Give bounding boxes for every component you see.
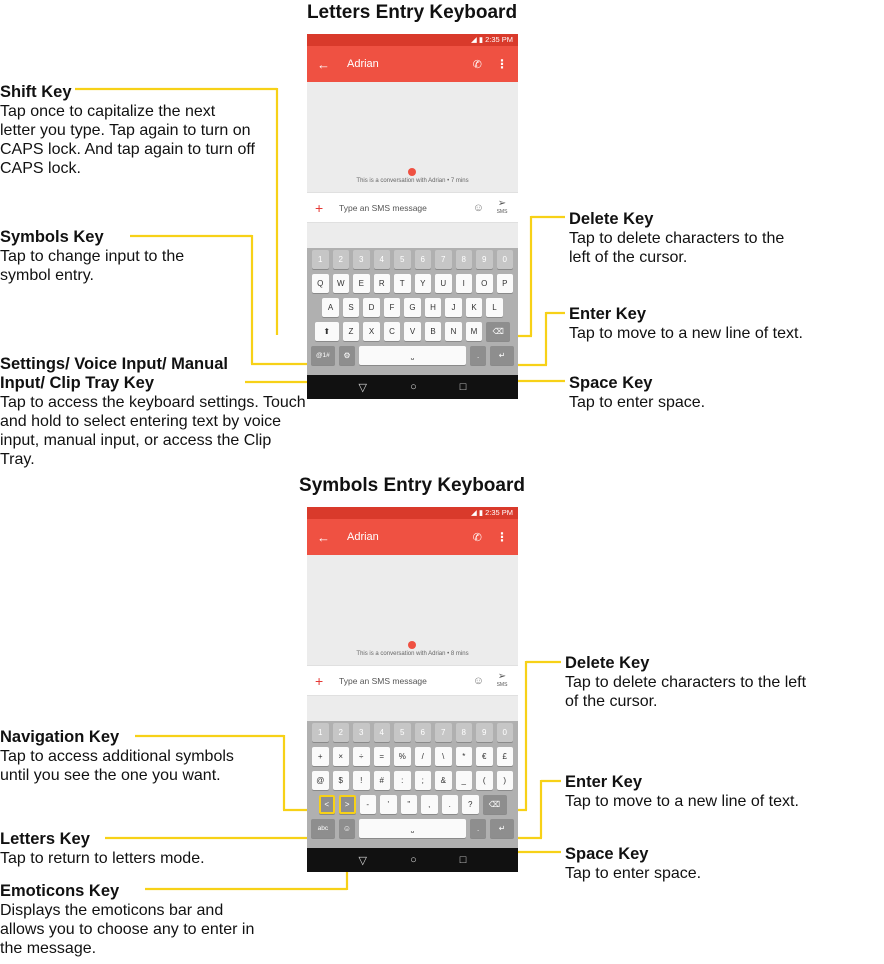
- callout-enter: [565, 773, 875, 811]
- symbols-key[interactable]: @1#: [311, 346, 335, 365]
- callout-enter: [569, 305, 879, 343]
- nav-right-key[interactable]: >: [339, 795, 356, 814]
- callout-desc: Tap to enter space.: [565, 865, 702, 882]
- recents-square-icon[interactable]: □: [459, 381, 467, 393]
- callout-title: Emoticons Key: [0, 882, 120, 900]
- callout-title: Settings/ Voice Input/ Manual Input/ Clip Tray Key: [0, 355, 228, 392]
- key[interactable]: -: [360, 795, 377, 814]
- more-options-icon[interactable]: ⋮: [496, 57, 508, 71]
- period-key[interactable]: .: [470, 346, 486, 365]
- key[interactable]: 9: [476, 250, 493, 269]
- key[interactable]: E: [353, 274, 370, 293]
- key[interactable]: W: [333, 274, 350, 293]
- attach-plus-icon[interactable]: +: [315, 199, 324, 216]
- callout-desc: Tap to access additional symbols until you see the one you want.: [0, 748, 234, 784]
- send-icon: ➢: [497, 670, 507, 682]
- conversation-note: This is a conversation with Adrian • 7 mins: [356, 178, 469, 184]
- enter-key[interactable]: ↵: [490, 819, 514, 838]
- callout-title: Letters Key: [0, 830, 90, 848]
- section-title-symbols: Symbols Entry Keyboard: [299, 475, 525, 496]
- callout-desc: Tap to change input to the symbol entry.: [0, 248, 185, 284]
- key[interactable]: C: [384, 322, 401, 341]
- callout-shift: [0, 83, 310, 178]
- key[interactable]: 9: [476, 723, 493, 742]
- key[interactable]: U: [435, 274, 452, 293]
- key[interactable]: ?: [462, 795, 479, 814]
- key[interactable]: .: [442, 795, 459, 814]
- key[interactable]: F: [384, 298, 401, 317]
- key[interactable]: (: [476, 771, 493, 790]
- key[interactable]: 7: [435, 250, 452, 269]
- callout-title: Navigation Key: [0, 728, 120, 746]
- key[interactable]: 0: [497, 250, 514, 269]
- key[interactable]: 1: [312, 250, 329, 269]
- section-title-letters: Letters Entry Keyboard: [306, 2, 518, 23]
- callout-symbols: [0, 228, 310, 285]
- callout-settings: [0, 355, 310, 469]
- key[interactable]: 3: [353, 723, 370, 742]
- key[interactable]: 8: [456, 250, 473, 269]
- key[interactable]: ): [497, 771, 514, 790]
- callout-title: Delete Key: [569, 210, 654, 228]
- callout-letters: [0, 830, 310, 868]
- key[interactable]: 1: [312, 723, 329, 742]
- key[interactable]: ×: [333, 747, 350, 766]
- callout-desc: Tap to delete characters to the left of the cursor.: [569, 230, 785, 266]
- key[interactable]: X: [363, 322, 380, 341]
- send-label: SMS: [496, 208, 508, 215]
- key[interactable]: 3: [353, 250, 370, 269]
- callout-title: Delete Key: [565, 654, 650, 672]
- back-triangle-icon[interactable]: ▽: [358, 381, 367, 394]
- key[interactable]: 8: [456, 723, 473, 742]
- key[interactable]: V: [404, 322, 421, 341]
- callout-desc: Tap to move to a new line of text.: [569, 325, 803, 342]
- key[interactable]: R: [374, 274, 391, 293]
- home-circle-icon[interactable]: ○: [410, 854, 417, 866]
- callout-desc: Displays the emoticons bar and allows you to choose any to enter in the message.: [0, 902, 255, 957]
- delete-key[interactable]: ⌫: [483, 795, 507, 814]
- key[interactable]: ': [380, 795, 397, 814]
- key[interactable]: G: [404, 298, 421, 317]
- contact-name: Adrian: [347, 531, 379, 543]
- status-bar: ◢ ▮ 2:35 PM: [307, 34, 518, 46]
- callout-title: Symbols Key: [0, 228, 104, 246]
- back-arrow-icon[interactable]: ←: [317, 529, 330, 545]
- key[interactable]: =: [374, 747, 391, 766]
- message-input[interactable]: Type an SMS message: [339, 202, 427, 213]
- callout-title: Shift Key: [0, 83, 72, 101]
- recents-square-icon[interactable]: □: [459, 854, 467, 866]
- key[interactable]: :: [394, 771, 411, 790]
- key[interactable]: £: [497, 747, 514, 766]
- message-composer: [307, 192, 518, 223]
- callout-space: [565, 845, 875, 883]
- space-key[interactable]: ⎵: [359, 819, 466, 838]
- callout-space: [569, 374, 879, 412]
- enter-key[interactable]: ↵: [490, 346, 514, 365]
- key[interactable]: Z: [343, 322, 360, 341]
- phone-symbols: [307, 507, 518, 872]
- key[interactable]: S: [343, 298, 360, 317]
- emoji-icon[interactable]: ☺: [472, 674, 484, 687]
- key[interactable]: @: [312, 771, 329, 790]
- nav-bar: [307, 375, 518, 399]
- key[interactable]: _: [456, 771, 473, 790]
- key[interactable]: L: [486, 298, 503, 317]
- key[interactable]: ": [401, 795, 418, 814]
- callout-title: Enter Key: [569, 305, 647, 323]
- key[interactable]: +: [312, 747, 329, 766]
- key[interactable]: \: [435, 747, 452, 766]
- key[interactable]: 5: [394, 250, 411, 269]
- send-label: SMS: [496, 681, 508, 688]
- key[interactable]: *: [456, 747, 473, 766]
- period-key[interactable]: .: [470, 819, 486, 838]
- callout-title: Space Key: [569, 374, 653, 392]
- app-bar: [307, 519, 518, 555]
- callout-delete: [565, 654, 875, 711]
- contact-avatar: [408, 168, 416, 176]
- more-options-icon[interactable]: ⋮: [496, 530, 508, 544]
- key[interactable]: P: [497, 274, 514, 293]
- conversation-area: [307, 555, 518, 665]
- letters-key[interactable]: abc: [311, 819, 335, 838]
- key[interactable]: $: [333, 771, 350, 790]
- conversation-note: This is a conversation with Adrian • 8 mins: [356, 651, 469, 657]
- key[interactable]: &: [435, 771, 452, 790]
- key[interactable]: 6: [415, 250, 432, 269]
- key[interactable]: O: [476, 274, 493, 293]
- settings-key[interactable]: ⚙: [339, 346, 355, 365]
- key[interactable]: B: [425, 322, 442, 341]
- callout-delete: [569, 210, 879, 267]
- callout-desc: Tap to enter space.: [569, 394, 706, 411]
- message-composer: [307, 665, 518, 696]
- key[interactable]: M: [466, 322, 483, 341]
- key[interactable]: ;: [415, 771, 432, 790]
- send-button[interactable]: [494, 197, 510, 216]
- conversation-area: [307, 82, 518, 192]
- callout-title: Enter Key: [565, 773, 643, 791]
- back-arrow-icon[interactable]: ←: [317, 56, 330, 72]
- phone-call-icon[interactable]: ✆: [472, 58, 482, 71]
- key[interactable]: I: [456, 274, 473, 293]
- key[interactable]: !: [353, 771, 370, 790]
- key[interactable]: /: [415, 747, 432, 766]
- key[interactable]: 0: [497, 723, 514, 742]
- callout-title: Space Key: [565, 845, 649, 863]
- contact-avatar: [408, 641, 416, 649]
- back-triangle-icon[interactable]: ▽: [358, 854, 367, 867]
- key[interactable]: ,: [421, 795, 438, 814]
- nav-bar: [307, 848, 518, 872]
- key[interactable]: N: [445, 322, 462, 341]
- key[interactable]: A: [322, 298, 339, 317]
- key[interactable]: T: [394, 274, 411, 293]
- key[interactable]: 5: [394, 723, 411, 742]
- key[interactable]: H: [425, 298, 442, 317]
- emoticons-key[interactable]: ☺: [339, 819, 355, 838]
- key[interactable]: 2: [333, 723, 350, 742]
- callout-desc: Tap to move to a new line of text.: [565, 793, 799, 810]
- home-circle-icon[interactable]: ○: [410, 381, 417, 393]
- callout-desc: Tap to delete characters to the left of the cursor.: [565, 674, 807, 710]
- status-bar: ◢ ▮ 2:35 PM: [307, 507, 518, 519]
- key[interactable]: 4: [374, 250, 391, 269]
- key[interactable]: Q: [312, 274, 329, 293]
- attach-plus-icon[interactable]: +: [315, 672, 324, 689]
- key[interactable]: 7: [435, 723, 452, 742]
- app-bar: [307, 46, 518, 82]
- send-button[interactable]: [494, 670, 510, 689]
- key[interactable]: 4: [374, 723, 391, 742]
- key[interactable]: D: [363, 298, 380, 317]
- key[interactable]: €: [476, 747, 493, 766]
- key[interactable]: ÷: [353, 747, 370, 766]
- emoji-icon[interactable]: ☺: [472, 201, 484, 214]
- key[interactable]: Y: [415, 274, 432, 293]
- delete-key[interactable]: ⌫: [486, 322, 510, 341]
- contact-name: Adrian: [347, 58, 379, 70]
- key[interactable]: 6: [415, 723, 432, 742]
- message-input[interactable]: Type an SMS message: [339, 675, 427, 686]
- nav-left-key[interactable]: <: [319, 795, 336, 814]
- shift-key[interactable]: ⬆: [315, 322, 339, 341]
- callout-desc: Tap to access the keyboard settings. Touch and hold to select entering text by voice input, manual input, or access the Clip Tray.: [0, 394, 306, 468]
- keyboard-letters: [307, 248, 518, 375]
- callout-desc: Tap once to capitalize the next letter you type. Tap again to turn on CAPS lock. And tap again to turn off CAPS lock.: [0, 103, 255, 177]
- key[interactable]: #: [374, 771, 391, 790]
- space-key[interactable]: ⎵: [359, 346, 466, 365]
- key[interactable]: 2: [333, 250, 350, 269]
- keyboard-symbols: [307, 721, 518, 848]
- key[interactable]: J: [445, 298, 462, 317]
- callout-navigation: [0, 728, 310, 785]
- send-icon: ➢: [497, 197, 507, 209]
- callout-emoticons: [0, 882, 310, 958]
- phone-letters: [307, 34, 518, 399]
- callout-desc: Tap to return to letters mode.: [0, 850, 205, 867]
- key[interactable]: %: [394, 747, 411, 766]
- phone-call-icon[interactable]: ✆: [472, 531, 482, 544]
- key[interactable]: K: [466, 298, 483, 317]
